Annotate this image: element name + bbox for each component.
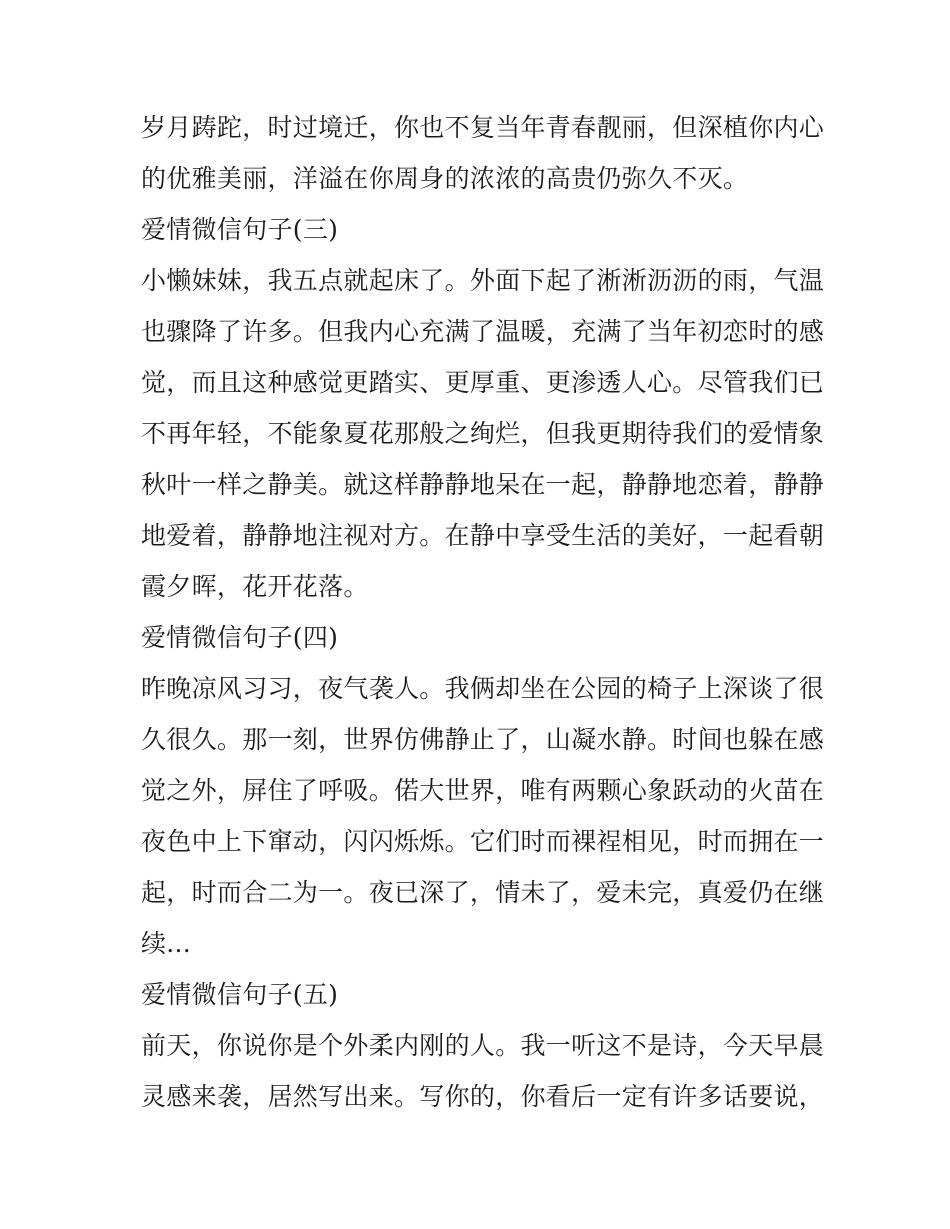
section-heading: 爱情微信句子(四) [141,623,339,652]
paragraph-line: 霞夕晖，花开花落。 [141,572,369,601]
paragraph-line: 小懒妹妹，我五点就起床了。外面下起了淅淅沥沥的雨，气温 [141,266,825,295]
paragraph-line: 也骤降了许多。但我内心充满了温暖，充满了当年初恋时的感 [141,317,825,346]
paragraph-line: 岁月踌跎，时过境迁，你也不复当年青春靓丽，但深植你内心 [141,113,825,142]
section-heading: 爱情微信句子(三) [141,215,339,244]
paragraph-line: 觉，而且这种感觉更踏实、更厚重、更渗透人心。尽管我们已 [141,368,825,397]
paragraph-line: 昨晚凉风习习，夜气袭人。我俩却坐在公园的椅子上深谈了很 [141,674,825,703]
paragraph-line: 觉之外，屏住了呼吸。偌大世界，唯有两颗心象跃动的火苗在 [141,776,825,805]
paragraph-line: 不再年轻，不能象夏花那般之绚烂，但我更期待我们的爱情象 [141,419,825,448]
document-page [141,102,825,1122]
paragraph-line: 久很久。那一刻，世界仿佛静止了，山凝水静。时间也躲在感 [141,725,825,754]
paragraph-line: 起，时而合二为一。夜已深了，情未了，爱未完，真爱仍在继 [141,878,825,907]
paragraph-line: 夜色中上下窜动，闪闪烁烁。它们时而裸裎相见，时而拥在一 [141,827,825,856]
paragraph-line: 秋叶一样之静美。就这样静静地呆在一起，静静地恋着，静静 [141,470,825,499]
section-heading: 爱情微信句子(五) [141,980,339,1009]
paragraph-line: 续... [141,929,192,958]
paragraph-line: 的优雅美丽，洋溢在你周身的浓浓的高贵仍弥久不灭。 [141,164,749,193]
paragraph-line: 前天，你说你是个外柔内刚的人。我一听这不是诗，今天早晨 [141,1031,825,1060]
paragraph-line: 地爱着，静静地注视对方。在静中享受生活的美好，一起看朝 [141,521,825,550]
paragraph-line: 灵感来袭，居然写出来。写你的，你看后一定有许多话要说， [141,1082,825,1111]
